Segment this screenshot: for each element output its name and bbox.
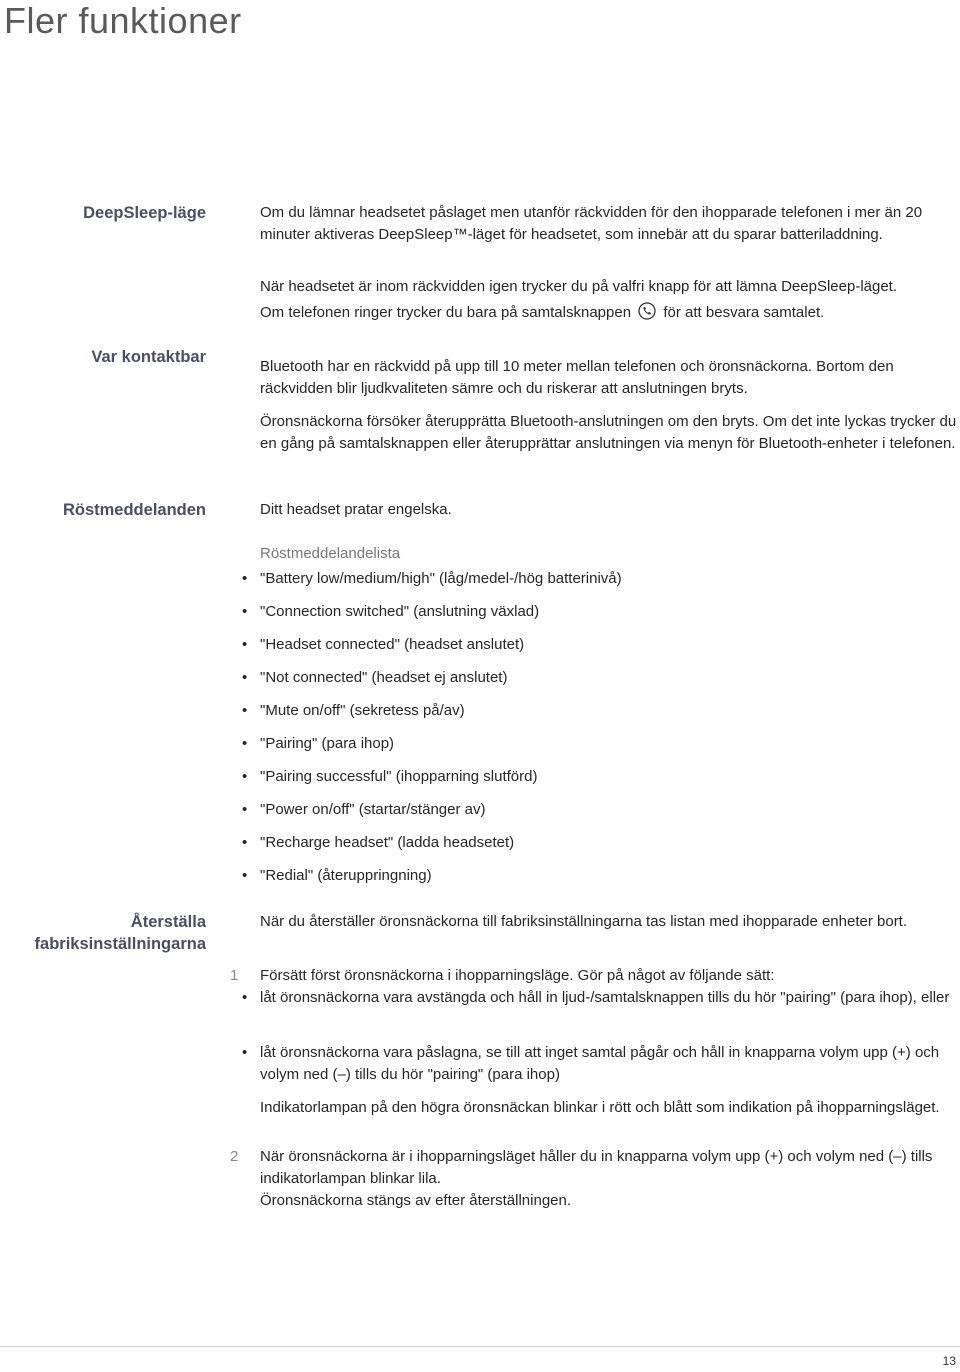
bullet-icon: • [242,801,248,818]
voice-list-title: Röstmeddelandelista [260,545,401,562]
list-item: • "Not connected" (headset ej anslutet) [260,667,958,700]
bullet-icon: • [242,603,248,620]
bullet-icon: • [242,989,248,1006]
reset-step-1: Försätt först öronsnäckorna i ihopparningsläge. Gör på något av följande sätt: [260,967,775,984]
deepsleep-paragraph-1: Om du lämnar headsetet påslaget men utanför räckvidden för den ihopparade telefonen i mer än 20 minuter aktiveras DeepSleep™-läget för headsetet, som innebär att du sparar batteriladdning. [260,204,923,243]
call-button-icon [638,302,656,327]
bullet-icon: • [242,636,248,653]
list-item: • "Headset connected" (headset anslutet) [260,634,958,667]
list-item: • "Battery low/medium/high" (låg/medel-/hög batterinivå) [260,568,958,601]
reset-intro: När du återställer öronsnäckorna till fabriksinställningarna tas listan med ihopparade enheter bort. [260,913,908,930]
reset-step-1-option-2 [242,1042,958,1086]
section-heading-voice: Röstmeddelanden [62,501,206,519]
reset-step-1-option-1 [242,987,958,1009]
section-heading-reset: Återställa fabriksinställningarna [34,913,206,953]
bullet-icon: • [242,768,248,785]
section-heading-deepsleep: DeepSleep-läge [83,204,206,222]
bullet-icon: • [242,669,248,686]
bullet-icon: • [242,735,248,752]
bullet-icon: • [242,702,248,719]
voice-paragraph-1: Ditt headset pratar engelska. [260,501,452,518]
list-item: • "Pairing successful" (ihopparning slutförd) [260,766,958,799]
list-item: • "Mute on/off" (sekretess på/av) [260,700,958,733]
deepsleep-paragraph-3 [260,302,958,327]
list-item: • "Pairing" (para ihop) [260,733,958,766]
list-item: • "Connection switched" (anslutning växlad) [260,601,958,634]
bullet-icon: • [242,867,248,884]
page-title: Fler funktioner [4,0,242,41]
reset-step-2: När öronsnäckorna är i ihopparningsläget håller du in knapparna volym upp (+) och volym ned (–) tills indikatorlampan blinkar lila. Öronsnäckorna stängs av efter återställningen. [260,1148,933,1209]
deepsleep-p3-before: Om telefonen ringer trycker du bara på samtalsknappen [260,304,632,321]
range-paragraph-1: Bluetooth har en räckvidd på upp till 10 meter mellan telefonen och öronsnäckorna. Bortom den räckvidden blir ljudkvaliteten sämre och du riskerar att anslutningen bryts. [260,358,894,397]
section-heading-range: Var kontaktbar [91,348,206,366]
bullet-icon: • [242,834,248,851]
page-number: 13 [942,1354,956,1368]
range-paragraph-2: Öronsnäckorna försöker återupprätta Bluetooth-anslutningen om den bryts. Om det inte lyckas trycker du en gång på samtalsknappen eller återupprättar anslutningen via menyn för Bluetooth-enheter i telefonen. [260,413,957,452]
step-number-1: 1 [230,967,239,984]
voice-prompt-list [242,568,958,898]
list-item: • "Redial" (återuppringning) [260,865,958,898]
footer-divider [0,1346,960,1347]
bullet-icon: • [242,1044,248,1061]
deepsleep-p3-after: för att besvara samtalet. [663,304,825,321]
list-item: • "Power on/off" (startar/stänger av) [260,799,958,832]
step-number-2: 2 [230,1148,239,1165]
list-item: • låt öronsnäckorna vara avstängda och håll in ljud-/samtalsknappen tills du hör "pairing" (para ihop), eller [260,987,958,1009]
deepsleep-paragraph-2: När headsetet är inom räckvidden igen trycker du på valfri knapp för att lämna DeepSleep-läget. [260,278,898,295]
list-item: • "Recharge headset" (ladda headsetet) [260,832,958,865]
list-item: • låt öronsnäckorna vara påslagna, se till att inget samtal pågår och håll in knapparna volym upp (+) och volym ned (–) tills du hör "pairing" (para ihop) [242,1044,940,1083]
reset-step-1-note: Indikatorlampan på den högra öronsnäckan blinkar i rött och blått som indikation på ihopparningsläget. [260,1099,940,1116]
bullet-icon: • [242,570,248,587]
